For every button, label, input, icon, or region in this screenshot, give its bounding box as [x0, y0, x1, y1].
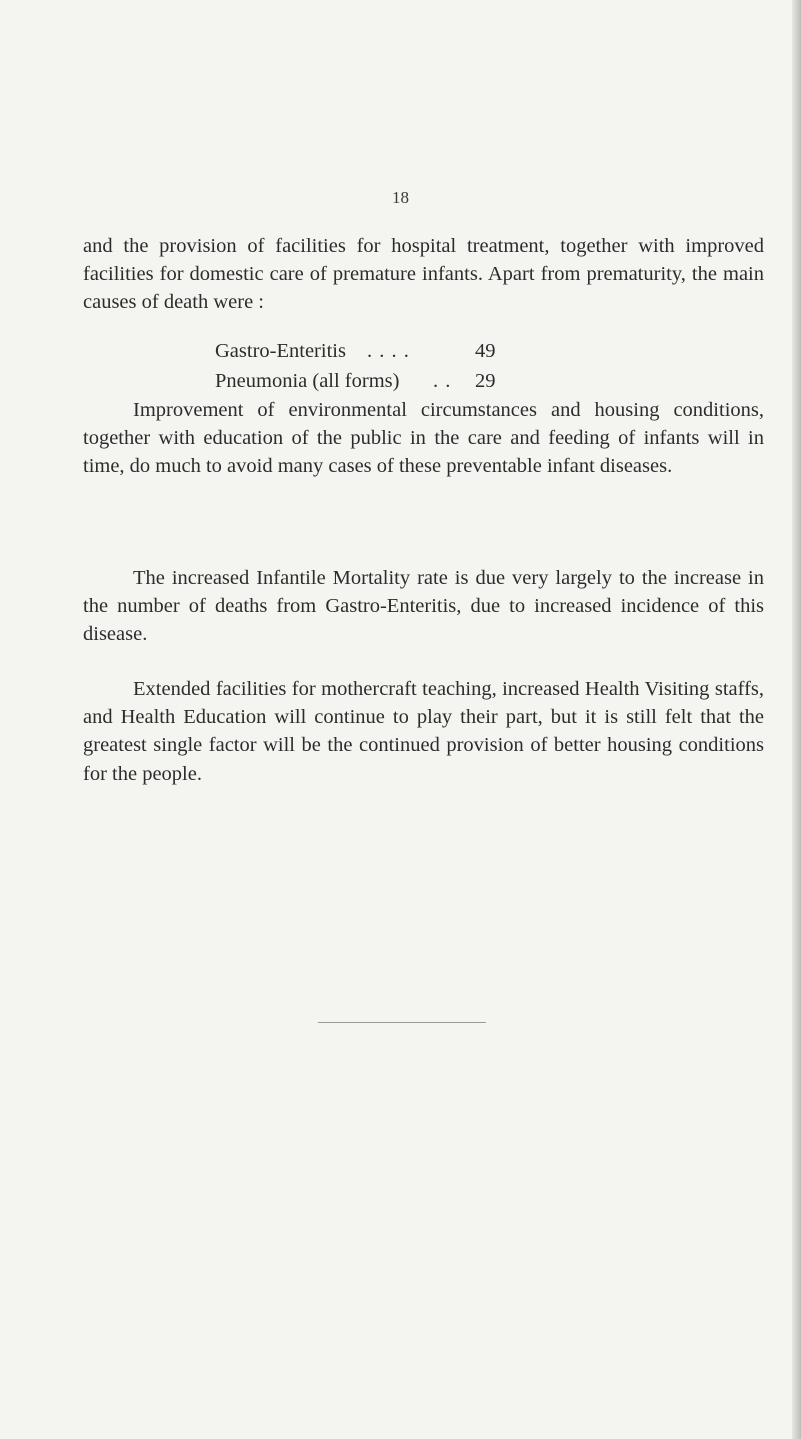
- page-edge-shadow: [792, 0, 801, 1439]
- dot-leader: . . . .: [367, 340, 410, 362]
- cause-name: Pneumonia (all forms): [215, 370, 400, 392]
- paragraph-mortality-rate: The increased Infantile Mortality rate is due very largely to the increase in the number of deaths from Gastro-Enteritis, due to increased incidence of this disease.: [83, 567, 764, 646]
- causes-of-death-list: [215, 340, 635, 400]
- cause-row: [215, 340, 635, 370]
- paragraph-improvement: Improvement of environmental circumstances and housing conditions, together with education of the public in the care and feeding of infants will in time, do much to avoid many cases of these preventable infant diseases.: [83, 399, 764, 478]
- paragraph-continuation: and the provision of facilities for hospital treatment, together with improved facilities for domestic care of premature infants. Apart from prematurity, the main causes of death were :: [83, 235, 764, 314]
- cause-name: Gastro-Enteritis: [215, 340, 346, 362]
- dot-leader: . .: [433, 370, 452, 392]
- cause-deaths-count: 29: [475, 370, 496, 392]
- closing-rule: [318, 1022, 486, 1023]
- cause-deaths-count: 49: [475, 340, 496, 362]
- page-number: 18: [392, 188, 409, 207]
- paragraph-extended-facilities: Extended facilities for mothercraft teaching, increased Health Visiting staffs, and Health Education will continue to play their part, but it is still felt that the greatest single factor will be the continued provision of better housing conditions for the people.: [83, 678, 764, 785]
